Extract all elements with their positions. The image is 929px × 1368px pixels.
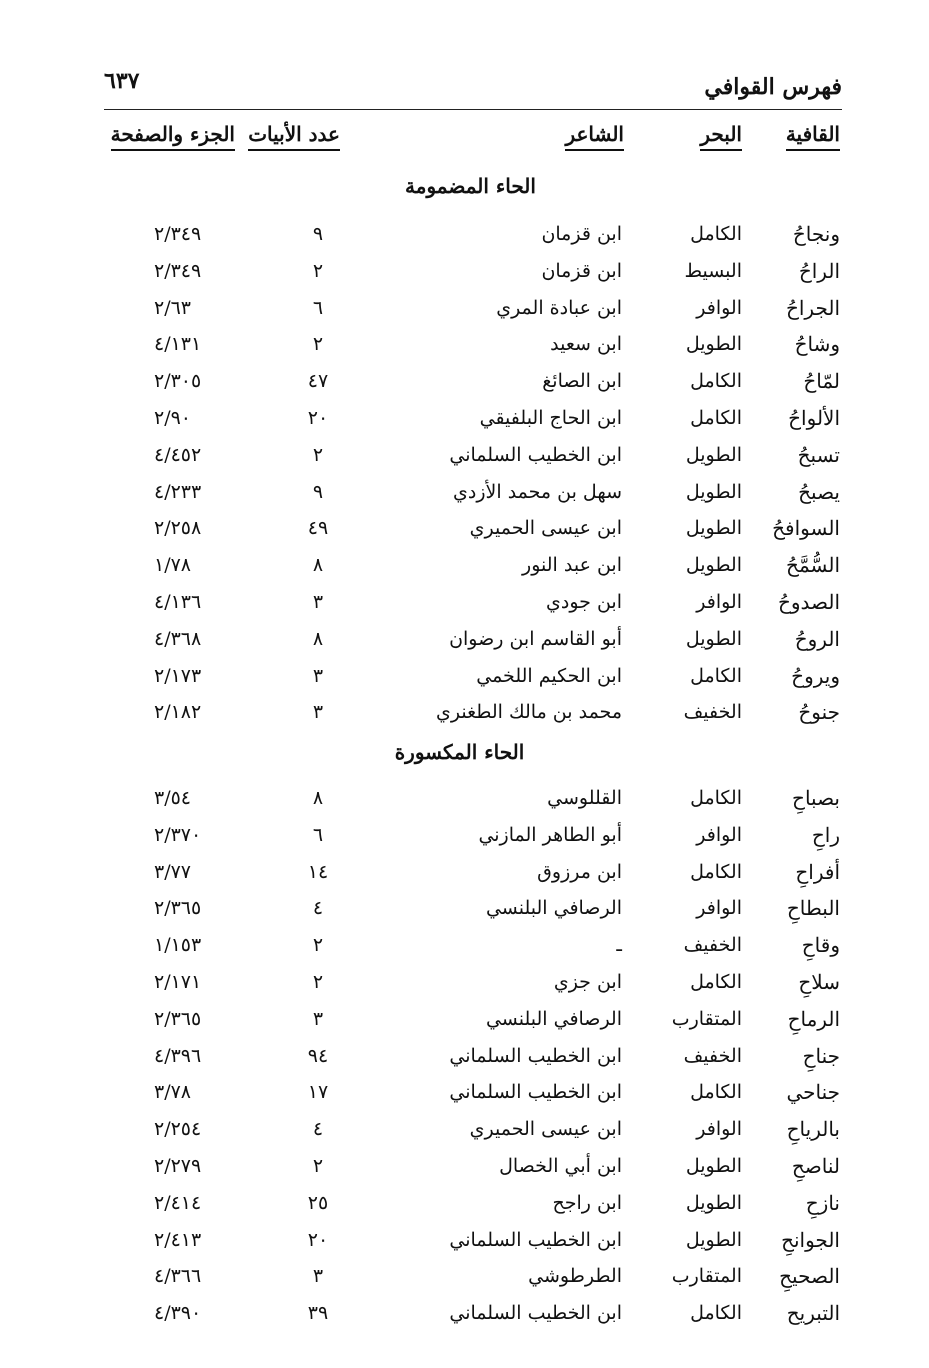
table-row xyxy=(0,1001,929,1037)
meter-cell: الطويل xyxy=(685,480,742,503)
poet-cell: ابن الخطيب السلماني xyxy=(449,1302,622,1325)
meter-cell: الكامل xyxy=(690,370,742,393)
rhyme-word-cell: وقاحِ xyxy=(801,933,840,958)
verse-count-cell: ٨ xyxy=(312,787,324,809)
verse-count-cell: ٢ xyxy=(312,1155,324,1177)
table-row xyxy=(0,927,929,963)
rhyme-word-cell: سلاحِ xyxy=(798,970,840,994)
rhyme-word-cell: لمّاحُ xyxy=(803,369,840,394)
poet-cell: القللوسي xyxy=(547,787,622,809)
verse-count-cell: ٤٩ xyxy=(307,517,329,540)
poet-cell: أبو القاسم ابن رضوان xyxy=(449,627,622,650)
poet-cell: أبو الطاهر المازني xyxy=(478,823,622,846)
rhyme-word-cell: يصبحُ xyxy=(798,479,840,504)
volume-page-cell: ٢/١٧١ xyxy=(154,971,202,993)
volume-page-cell: ٤/٣٩٦ xyxy=(154,1044,202,1067)
meter-cell: الوافر xyxy=(696,296,742,319)
volume-page-cell: ٤/٢٣٣ xyxy=(154,480,202,503)
volume-page-cell: ٢/٤١٤ xyxy=(154,1191,202,1214)
rhyme-word-cell: البطاحِ xyxy=(786,896,840,921)
volume-page-cell: ٣/٥٤ xyxy=(154,787,192,809)
volume-page-cell: ٣/٧٨ xyxy=(154,1081,192,1104)
volume-page-cell: ٤/٣٩٠ xyxy=(154,1302,202,1325)
poet-cell: ابن جزي xyxy=(553,971,622,993)
page-number: ٦٣٧ xyxy=(104,68,140,94)
poet-cell: ابن سعيد xyxy=(550,333,622,356)
volume-page-cell: ٤/٣٦٦ xyxy=(154,1265,202,1288)
verse-count-cell: ١٧ xyxy=(307,1081,329,1104)
poet-cell: ـ xyxy=(616,934,622,957)
volume-page-cell: ٢/١٨٢ xyxy=(154,701,202,724)
verse-count-cell: ٦ xyxy=(312,296,324,319)
poet-cell: ابن الحكيم اللخمي xyxy=(476,664,622,687)
section-title: الحاء المكسورة xyxy=(394,740,525,764)
volume-page-cell: ٢/٣٠٥ xyxy=(154,370,202,393)
rhyme-word-cell: الروحُ xyxy=(794,626,840,651)
poet-cell: ابن قزمان xyxy=(541,223,622,245)
verse-count-cell: ٢ xyxy=(312,333,324,356)
verse-count-cell: ٣ xyxy=(312,1007,324,1030)
rhyme-word-cell: جناحي xyxy=(786,1080,840,1105)
verse-count-cell: ٢ xyxy=(312,443,324,466)
poet-cell: ابن جودي xyxy=(546,591,622,613)
volume-page-cell: ٤/٤٥٢ xyxy=(154,443,202,466)
table-row xyxy=(0,1074,929,1110)
meter-cell: الكامل xyxy=(690,1302,742,1325)
volume-page-cell: ٢/٦٣ xyxy=(154,296,192,319)
table-row xyxy=(0,1148,929,1184)
table-row xyxy=(0,658,929,694)
rhyme-word-cell: الراحُ xyxy=(798,258,840,283)
verse-count-cell: ٤ xyxy=(312,1118,324,1141)
rhyme-word-cell: أفراحِ xyxy=(795,859,840,884)
rhyme-word-cell: الألواحُ xyxy=(788,406,840,430)
rhyme-word-cell: الجوانحِ xyxy=(781,1227,840,1252)
poet-cell: ابن أبي الخصال xyxy=(499,1155,622,1177)
meter-cell: الطويل xyxy=(685,1155,742,1177)
meter-cell: الطويل xyxy=(685,443,742,466)
table-row xyxy=(0,621,929,657)
volume-page-cell: ٢/٣٤٩ xyxy=(154,259,202,282)
meter-cell: الكامل xyxy=(690,787,742,809)
verse-count-cell: ٣ xyxy=(312,664,324,687)
rhyme-word-cell: نازحِ xyxy=(805,1190,840,1215)
rhyme-word-cell: الجراحُ xyxy=(785,295,840,320)
page-title: فهرس القوافي xyxy=(704,74,842,100)
meter-cell: الخفيف xyxy=(683,934,742,957)
poet-cell: ابن الخطيب السلماني xyxy=(449,1044,622,1067)
verse-count-cell: ٩ xyxy=(312,223,324,245)
table-row xyxy=(0,474,929,510)
volume-page-cell: ٢/٣٧٠ xyxy=(154,823,202,846)
verse-count-cell: ٢ xyxy=(312,971,324,993)
verse-count-cell: ٤ xyxy=(312,897,324,920)
table-row xyxy=(0,510,929,546)
rhyme-word-cell: لناصحِ xyxy=(791,1154,840,1178)
rhyme-word-cell: الصدوحُ xyxy=(777,590,840,614)
table-row xyxy=(0,290,929,326)
meter-cell: الكامل xyxy=(690,971,742,993)
meter-cell: الكامل xyxy=(690,860,742,883)
volume-page-cell: ١/١٥٣ xyxy=(154,934,202,957)
column-header-bahr: البحر xyxy=(700,122,742,151)
volume-page-cell: ٢/١٧٣ xyxy=(154,664,202,687)
table-row xyxy=(0,363,929,399)
column-header-shaer: الشاعر xyxy=(565,122,624,151)
table-row xyxy=(0,1258,929,1294)
table-row xyxy=(0,1111,929,1147)
table-row xyxy=(0,964,929,1000)
poet-cell: الرصافي البلنسي xyxy=(485,897,622,920)
meter-cell: البسيط xyxy=(684,259,742,282)
table-row xyxy=(0,780,929,816)
volume-page-cell: ٣/٧٧ xyxy=(154,860,192,883)
poet-cell: ابن راجح xyxy=(552,1191,622,1214)
rhyme-word-cell: جنوحُ xyxy=(798,700,840,725)
poet-cell: ابن الخطيب السلماني xyxy=(449,1228,622,1251)
volume-page-cell: ٢/٣٦٥ xyxy=(154,1007,202,1030)
meter-cell: الوافر xyxy=(696,897,742,920)
volume-page-cell: ٢/٤١٣ xyxy=(154,1228,202,1251)
table-row xyxy=(0,437,929,473)
verse-count-cell: ٨ xyxy=(312,554,324,577)
volume-page-cell: ٢/٩٠ xyxy=(154,407,192,429)
poet-cell: ابن قزمان xyxy=(541,259,622,282)
volume-page-cell: ٤/١٣١ xyxy=(154,333,202,356)
column-header-verse-count: عدد الأبيات xyxy=(248,122,340,151)
rhyme-word-cell: الصحيحِ xyxy=(779,1264,840,1289)
section-title: الحاء المضمومة xyxy=(405,174,536,198)
table-row xyxy=(0,817,929,853)
poet-cell: ابن عيسى الحميري xyxy=(469,1118,622,1141)
poet-cell: ابن عيسى الحميري xyxy=(469,517,622,540)
volume-page-cell: ٤/٣٦٨ xyxy=(154,627,202,650)
rhyme-word-cell: التبريح xyxy=(786,1301,840,1326)
rhyme-word-cell: وشاحُ xyxy=(794,332,840,357)
verse-count-cell: ٨ xyxy=(312,627,324,650)
rhyme-word-cell: جناحِ xyxy=(802,1043,840,1068)
rhyme-word-cell: السُّمَّحُ xyxy=(786,553,840,578)
table-row xyxy=(0,400,929,436)
verse-count-cell: ٢٥ xyxy=(307,1191,329,1214)
meter-cell: الكامل xyxy=(690,1081,742,1104)
table-row xyxy=(0,1222,929,1258)
poet-cell: ابن مرزوق xyxy=(537,860,622,883)
meter-cell: الوافر xyxy=(696,823,742,846)
verse-count-cell: ٩٤ xyxy=(307,1044,329,1067)
poet-cell: ابن الحاج البلفيقي xyxy=(479,407,622,429)
table-row xyxy=(0,1295,929,1331)
poet-cell: محمد بن مالك الطغنري xyxy=(436,701,622,724)
rhyme-word-cell: ويروحُ xyxy=(791,663,840,688)
table-row xyxy=(0,326,929,362)
poet-cell: ابن الخطيب السلماني xyxy=(449,1081,622,1104)
meter-cell: الطويل xyxy=(685,1228,742,1251)
table-row xyxy=(0,854,929,890)
meter-cell: الخفيف xyxy=(683,701,742,724)
meter-cell: الطويل xyxy=(685,554,742,577)
volume-page-cell: ١/٧٨ xyxy=(154,554,192,577)
volume-page-cell: ٢/٢٥٨ xyxy=(154,517,202,540)
poet-cell: ابن الصائغ xyxy=(542,370,622,393)
page-header xyxy=(104,68,842,102)
table-row xyxy=(0,890,929,926)
meter-cell: المتقارب xyxy=(671,1007,742,1030)
meter-cell: الطويل xyxy=(685,627,742,650)
meter-cell: الكامل xyxy=(690,223,742,245)
table-row xyxy=(0,547,929,583)
rhyme-word-cell: بصباحِ xyxy=(792,786,840,810)
table-row xyxy=(0,694,929,730)
meter-cell: المتقارب xyxy=(671,1265,742,1288)
poet-cell: سهل بن محمد الأزدي xyxy=(453,480,622,503)
verse-count-cell: ٣ xyxy=(312,591,324,613)
verse-count-cell: ٢٠ xyxy=(307,1228,329,1251)
table-row xyxy=(0,1185,929,1221)
meter-cell: الطويل xyxy=(685,1191,742,1214)
rhyme-word-cell: تسبحُ xyxy=(797,442,840,467)
meter-cell: الطويل xyxy=(685,333,742,356)
verse-count-cell: ٩ xyxy=(312,480,324,503)
meter-cell: الوافر xyxy=(696,1118,742,1141)
verse-count-cell: ٦ xyxy=(312,823,324,846)
poet-cell: ابن عبادة المري xyxy=(496,296,622,319)
verse-count-cell: ٣ xyxy=(312,1265,324,1288)
poet-cell: ابن عبد النور xyxy=(522,554,622,577)
volume-page-cell: ٢/٣٤٩ xyxy=(154,223,202,245)
meter-cell: الطويل xyxy=(685,517,742,540)
volume-page-cell: ٢/٣٦٥ xyxy=(154,897,202,920)
rhyme-word-cell: الرماحِ xyxy=(787,1006,840,1031)
volume-page-cell: ٢/٢٧٩ xyxy=(154,1155,202,1177)
verse-count-cell: ٢ xyxy=(312,934,324,957)
poet-cell: الرصافي البلنسي xyxy=(485,1007,622,1030)
volume-page-cell: ٢/٢٥٤ xyxy=(154,1118,202,1141)
meter-cell: الخفيف xyxy=(683,1044,742,1067)
rhyme-word-cell: راحِ xyxy=(811,822,840,847)
volume-page-cell: ٤/١٣٦ xyxy=(154,591,202,613)
verse-count-cell: ١٤ xyxy=(307,860,329,883)
table-row xyxy=(0,216,929,252)
column-header-volume-page: الجزء والصفحة xyxy=(111,122,235,151)
verse-count-cell: ٤٧ xyxy=(307,370,329,393)
rhyme-word-cell: ونجاحُ xyxy=(792,222,840,246)
verse-count-cell: ٢ xyxy=(312,259,324,282)
meter-cell: الكامل xyxy=(690,664,742,687)
verse-count-cell: ٢٠ xyxy=(307,407,329,429)
header-rule xyxy=(104,109,842,110)
table-row xyxy=(0,584,929,620)
poet-cell: ابن الخطيب السلماني xyxy=(449,443,622,466)
column-header-qafiya: القافية xyxy=(786,122,840,151)
rhyme-word-cell: السوافحُ xyxy=(772,516,840,541)
meter-cell: الكامل xyxy=(690,407,742,429)
verse-count-cell: ٣٩ xyxy=(307,1302,329,1325)
verse-count-cell: ٣ xyxy=(312,701,324,724)
meter-cell: الوافر xyxy=(696,591,742,613)
rhyme-word-cell: بالرياحِ xyxy=(786,1117,840,1142)
table-row xyxy=(0,1038,929,1074)
table-row xyxy=(0,253,929,289)
poet-cell: الطرطوشي xyxy=(528,1265,622,1288)
